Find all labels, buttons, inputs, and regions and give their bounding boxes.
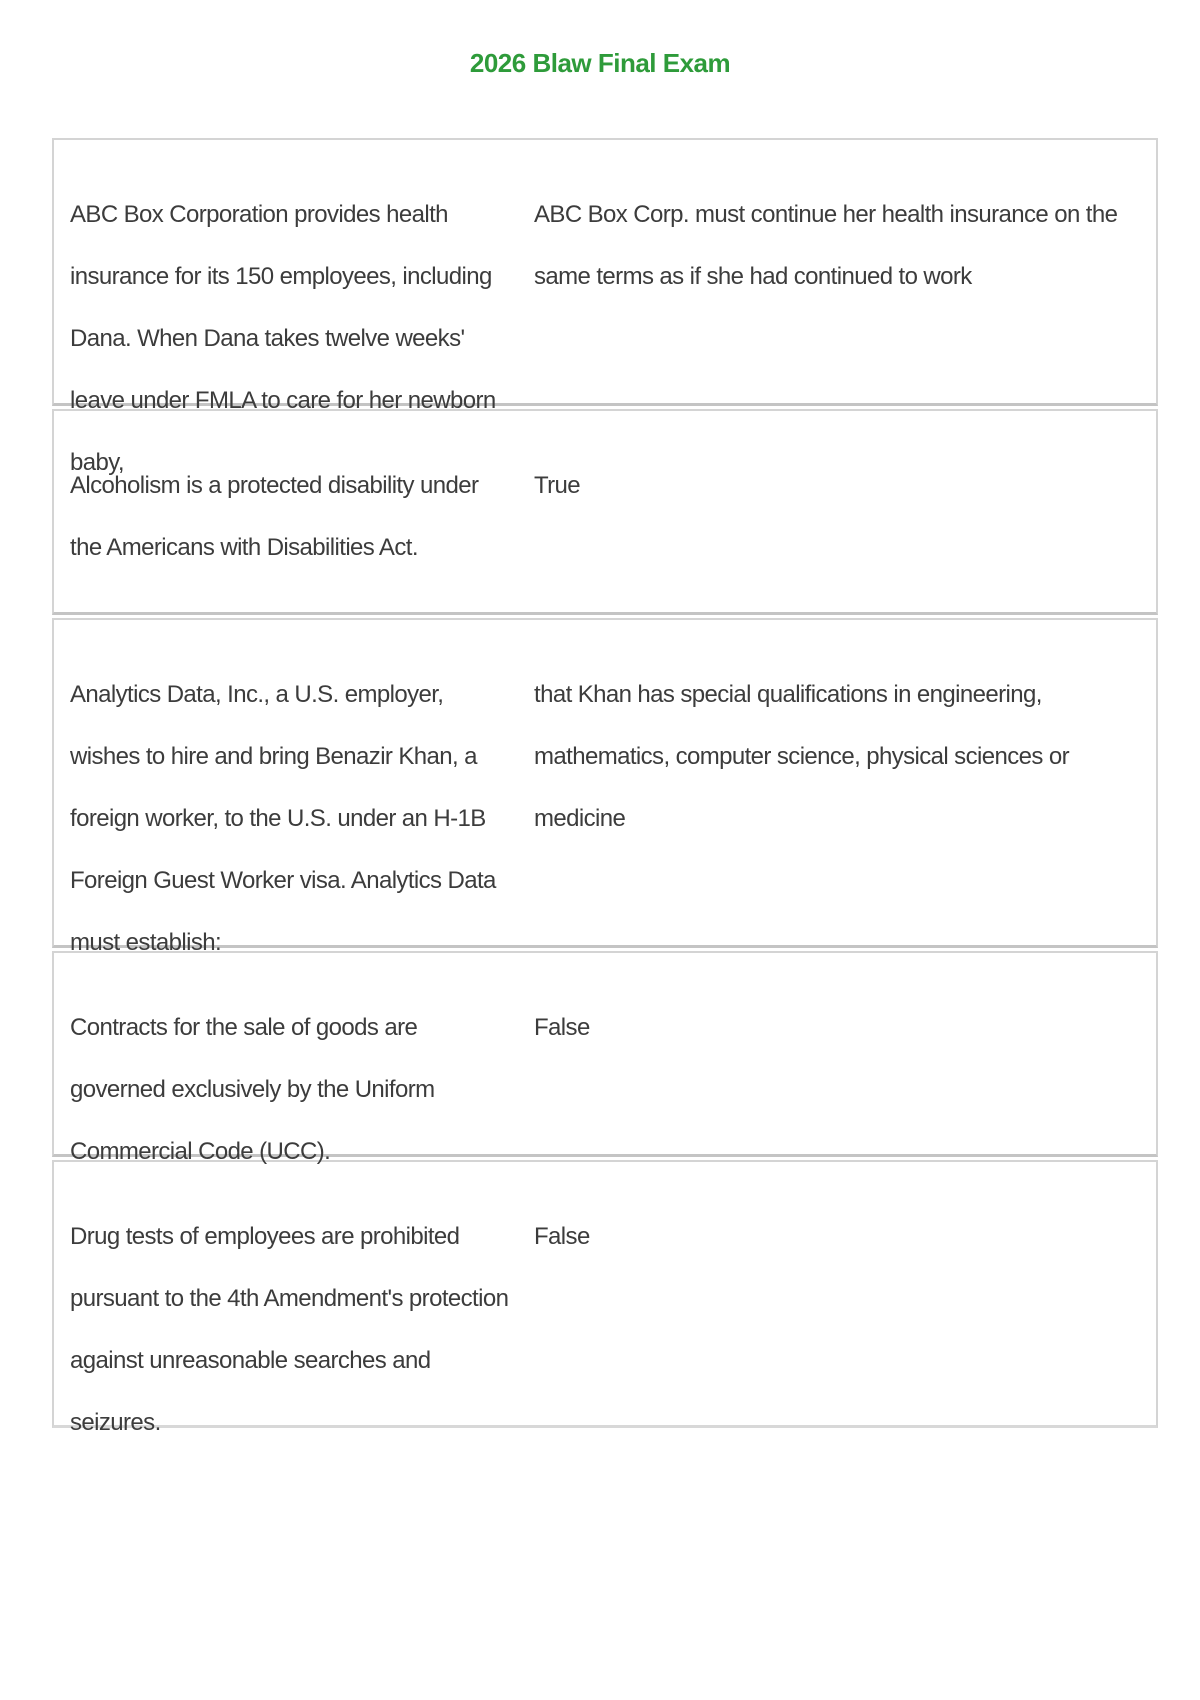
flashcard-definition: True [534,472,581,499]
flashcard-definition: that Khan has special qualifications in engineering, mathematics, computer science, physical sciences or medicine [534,681,1069,832]
flashcard-list [52,138,1158,1436]
flashcard [52,409,1158,615]
flashcard [52,1160,1158,1436]
flashcard [52,951,1158,1165]
flashcard [52,618,1158,956]
flashcard-term: ABC Box Corporation provides health insurance for its 150 employees, including Dana. When Dana takes twelve weeks' leave under FMLA to care for her newborn baby, [70,201,496,476]
flashcard-definition: False [534,1223,590,1250]
flashcard-definition: ABC Box Corp. must continue her health insurance on the same terms as if she had continued to work [534,201,1118,290]
flashcard-term: Analytics Data, Inc., a U.S. employer, wishes to hire and bring Benazir Khan, a foreign worker, to the U.S. under an H-1B Foreign Guest Worker visa. Analytics Data must establish: [70,681,496,956]
flashcard-term: Contracts for the sale of goods are governed exclusively by the Uniform Commercial Code (UCC). [70,1014,435,1165]
flashcard [52,138,1158,476]
flashcard-term: Alcoholism is a protected disability under the Americans with Disabilities Act. [70,472,479,561]
flashcard-definition: False [534,1014,590,1041]
flashcard-term: Drug tests of employees are prohibited pursuant to the 4th Amendment's protection against unreasonable searches and seizures. [70,1223,509,1436]
page-title: 2026 Blaw Final Exam [469,48,731,78]
